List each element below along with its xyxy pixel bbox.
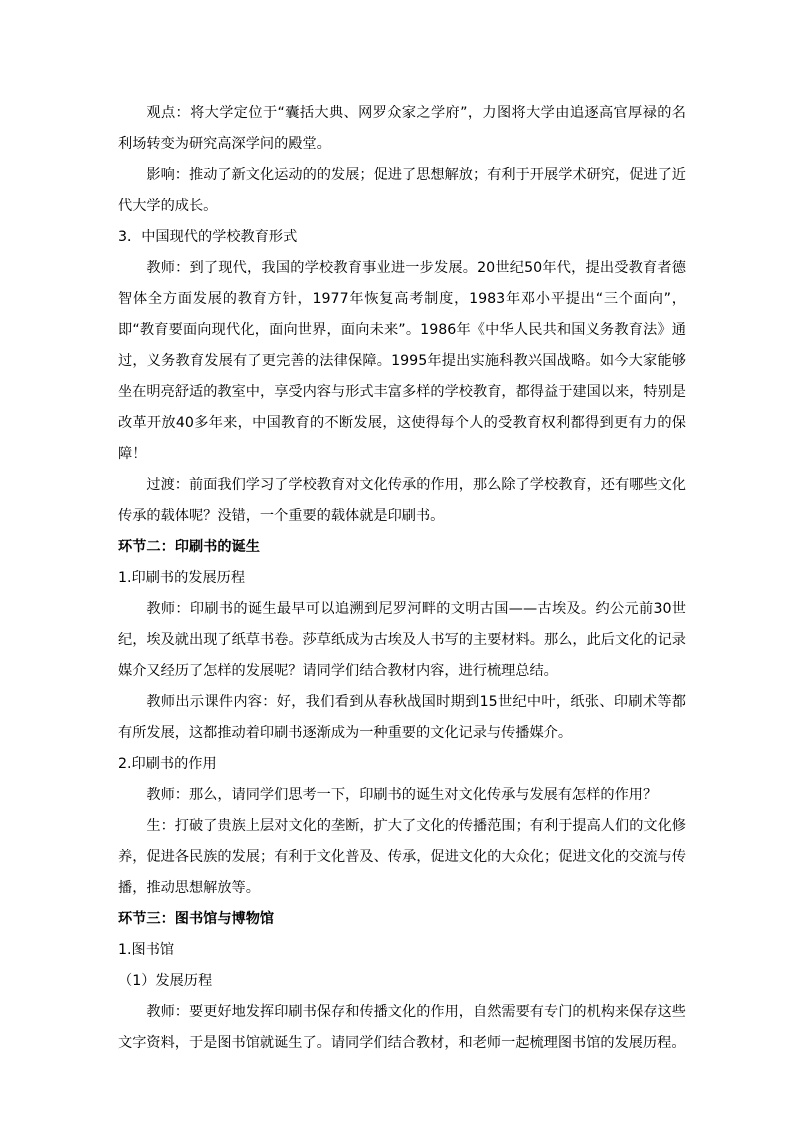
subsection-development-history: （1）发展历程 (118, 973, 213, 989)
section-modern-school-education: 3．中国现代的学校教育形式 (118, 229, 298, 245)
paragraph-transition: 过渡：前面我们学习了学校教育对文化传承的作用，那么除了学校教育，还有哪些文化传承的载体呢？没错，一个重要的载体就是印刷书。 (118, 477, 686, 524)
paragraph-influence: 影响：推动了新文化运动的的发展；促进了思想解放；有利于开展学术研究，促进了近代大学的成长。 (118, 167, 686, 214)
paragraph-teacher-library: 教师：要更好地发挥印刷书保存和传播文化的作用，自然需要有专门的机构来保存这些文字资料，于是图书馆就诞生了。请同学们结合教材，和老师一起梳理图书馆的发展历程。 (118, 1004, 686, 1051)
section-printed-book-role: 2.印刷书的作用 (118, 756, 217, 772)
section-library: 1.图书馆 (118, 942, 175, 958)
paragraph-teacher-courseware: 教师出示课件内容：好，我们看到从春秋战国时期到15世纪中叶，纸张、印刷术等都有所发展，这都推动着印刷书逐渐成为一种重要的文化记录与传播媒介。 (118, 694, 686, 741)
paragraph-teacher-modern-education: 教师：到了现代，我国的学校教育事业进一步发展。20世纪50年代，提出受教育者德智体全方面发展的教育方针，1977年恢复高考制度，1983年邓小平提出“三个面向”，即“教育要面向现代化，面向世界，面向未来”。1986年《中华人民共和国义务教育法》通过，义务教育发展有了更完善的法律保障。1995年提出实施科教兴国战略。如今大家能够坐在明亮舒适的教室中，享受内容与形式丰富多样的学校教育，都得益于建国以来，特别是改革开放40多年来，中国教育的不断发展，这使得每个人的受教育权利都得到更有力的保障！ (118, 260, 686, 462)
paragraph-teacher-question: 教师：那么，请同学们思考一下，印刷书的诞生对文化传承与发展有怎样的作用？ (146, 787, 658, 803)
document-body (118, 98, 686, 1059)
heading-part-three: 环节三：图书馆与博物馆 (118, 911, 275, 927)
paragraph-student-answer: 生：打破了贵族上层对文化的垄断，扩大了文化的传播范围；有利于提高人们的文化修养，促进各民族的发展；有利于文化普及、传承，促进文化的大众化；促进文化的交流与传播，推动思想解放等。 (118, 818, 686, 896)
paragraph-teacher-printed-book-origin: 教师：印刷书的诞生最早可以追溯到尼罗河畔的文明古国——古埃及。约公元前30世纪，埃及就出现了纸草书卷。莎草纸成为古埃及人书写的主要材料。那么，此后文化的记录媒介又经历了怎样的发展呢？请同学们结合教材内容，进行梳理总结。 (118, 601, 686, 679)
paragraph-viewpoint: 观点：将大学定位于“囊括大典、网罗众家之学府”，力图将大学由追逐高官厚禄的名利场转变为研究高深学问的殿堂。 (118, 105, 686, 152)
section-printed-book-history: 1.印刷书的发展历程 (118, 570, 246, 586)
heading-part-two: 环节二：印刷书的诞生 (118, 539, 260, 555)
